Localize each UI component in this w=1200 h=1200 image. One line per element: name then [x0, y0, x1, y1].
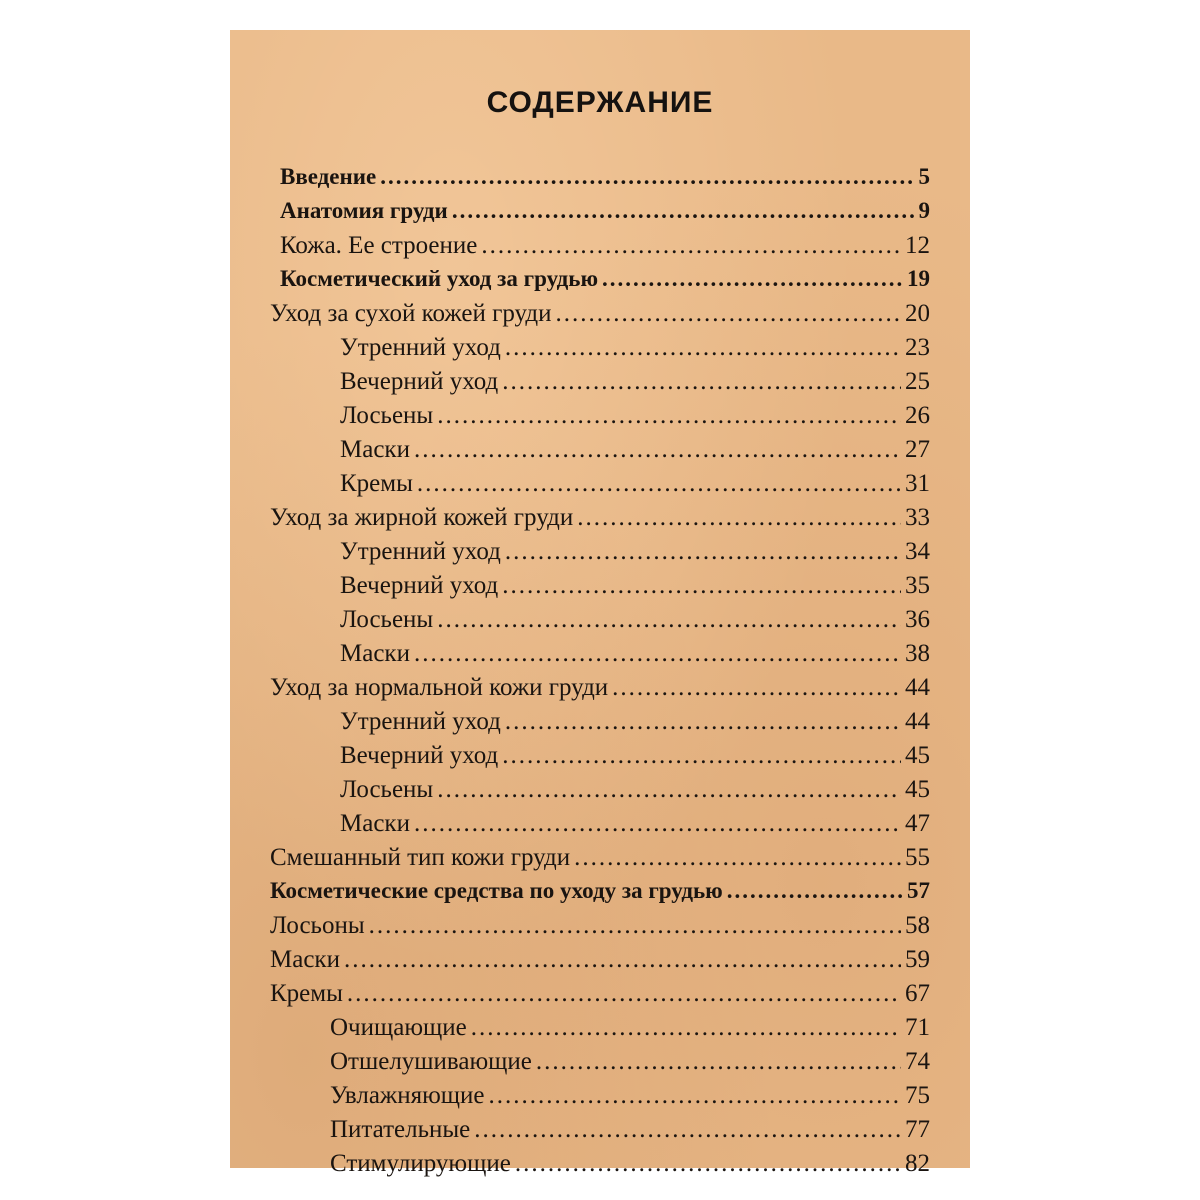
toc-entry [270, 844, 930, 878]
toc-entry-page-number: 58 [905, 912, 930, 939]
toc-entry [270, 946, 930, 980]
toc-entry [280, 164, 930, 198]
toc-entry-page-number: 9 [918, 198, 930, 223]
toc-entry [280, 232, 930, 266]
dot-leader [502, 368, 901, 396]
toc-entry-page-number: 74 [905, 1048, 930, 1075]
dot-leader [414, 810, 901, 838]
dot-leader [380, 164, 914, 190]
toc-entry-label: Вечерний уход [340, 742, 499, 769]
toc-entry-page-number: 44 [905, 674, 930, 701]
dot-leader [515, 1150, 901, 1178]
dot-leader [577, 504, 901, 532]
toc-entry-label: Уход за жирной кожей груди [270, 504, 574, 531]
dot-leader [471, 1014, 901, 1042]
toc-entry [330, 1048, 930, 1082]
dot-leader [414, 640, 901, 668]
toc-entry-page-number: 31 [905, 470, 930, 497]
toc-entry-page-number: 55 [905, 844, 930, 871]
toc-entry [280, 266, 930, 300]
dot-leader [414, 436, 901, 464]
toc-entry-page-number: 12 [905, 232, 930, 259]
toc-entry [340, 776, 930, 810]
toc-entry [270, 980, 930, 1014]
toc-entry-page-number: 71 [905, 1014, 930, 1041]
toc-entry-label: Лосьены [340, 402, 434, 429]
dot-leader [488, 1082, 901, 1110]
toc-entry-label: Косметический уход за грудью [280, 266, 599, 291]
toc-entry-page-number: 19 [907, 266, 930, 291]
toc-entry-label: Введение [280, 164, 377, 189]
toc-entry-page-number: 20 [905, 300, 930, 327]
dot-leader [727, 878, 903, 904]
toc-entry [330, 1014, 930, 1048]
dot-leader [417, 470, 901, 498]
dot-leader [369, 912, 901, 940]
toc-entry-label: Кремы [270, 980, 343, 1007]
dot-leader [437, 402, 901, 430]
dot-leader [602, 266, 903, 292]
toc-entry [340, 538, 930, 572]
toc-entry [340, 334, 930, 368]
toc-entry-page-number: 27 [905, 436, 930, 463]
toc-entry [340, 640, 930, 674]
dot-leader [505, 334, 901, 362]
toc-entry [330, 1082, 930, 1116]
toc-entry-label: Стимулирующие [330, 1150, 511, 1177]
toc-entry-label: Кожа. Ее строение [280, 232, 478, 259]
toc-entry [340, 368, 930, 402]
toc-entry-label: Лосьены [340, 606, 434, 633]
toc-entry [270, 300, 930, 334]
toc-entry-label: Маски [340, 810, 410, 837]
toc-entry [270, 912, 930, 946]
toc-entry-label: Смешанный тип кожи груди [270, 844, 571, 871]
toc-entry-label: Уход за нормальной кожи груди [270, 674, 609, 701]
toc-entry-label: Маски [270, 946, 340, 973]
toc-entry-page-number: 35 [905, 572, 930, 599]
toc-entry [340, 606, 930, 640]
dot-leader [556, 300, 901, 328]
dot-leader [612, 674, 901, 702]
toc-entry-page-number: 38 [905, 640, 930, 667]
toc-entry [340, 470, 930, 504]
page-title: СОДЕРЖАНИЕ [486, 86, 714, 119]
toc-entry-page-number: 47 [905, 810, 930, 837]
dot-leader [481, 232, 901, 260]
toc-entry [340, 810, 930, 844]
dot-leader [347, 980, 901, 1008]
toc-entry-label: Утренний уход [340, 708, 501, 735]
toc-entry-label: Питательные [330, 1116, 471, 1143]
toc-entry [270, 674, 930, 708]
toc-entry-label: Очищающие [330, 1014, 467, 1041]
toc-entry-label: Вечерний уход [340, 368, 499, 395]
dot-leader [536, 1048, 901, 1076]
toc-entry-label: Маски [340, 436, 410, 463]
toc-entry [280, 198, 930, 232]
dot-leader [502, 742, 901, 770]
toc-entry-page-number: 36 [905, 606, 930, 633]
toc-entry-page-number: 59 [905, 946, 930, 973]
toc-entry-label: Кремы [340, 470, 413, 497]
dot-leader [505, 708, 901, 736]
toc-entry-label: Утренний уход [340, 334, 501, 361]
toc-entry-page-number: 26 [905, 402, 930, 429]
toc-entry-page-number: 57 [907, 878, 930, 903]
dot-leader [474, 1116, 901, 1144]
toc-entry-page-number: 23 [905, 334, 930, 361]
toc-entry [340, 402, 930, 436]
toc-entry-label: Уход за сухой кожей груди [270, 300, 552, 327]
toc-entry [340, 742, 930, 776]
dot-leader [452, 198, 915, 224]
toc-entry-label: Косметические средства по уходу за грудью [270, 878, 723, 903]
toc-entry-page-number: 5 [918, 164, 930, 189]
toc-entry [340, 436, 930, 470]
dot-leader [344, 946, 901, 974]
toc-entry [270, 504, 930, 538]
book-page [230, 30, 970, 1177]
toc-entry-page-number: 45 [905, 776, 930, 803]
toc-entry-label: Отшелушивающие [330, 1048, 532, 1075]
toc-entry [330, 1150, 930, 1184]
toc-entry-page-number: 34 [905, 538, 930, 565]
toc-entry-label: Увлажняющие [330, 1082, 485, 1109]
toc-entry-page-number: 67 [905, 980, 930, 1007]
toc-entry-page-number: 77 [905, 1116, 930, 1143]
toc-entry-label: Анатомия груди [280, 198, 448, 223]
toc-entry-label: Лосьены [340, 776, 434, 803]
toc-entry-label: Вечерний уход [340, 572, 499, 599]
dot-leader [505, 538, 901, 566]
dot-leader [437, 606, 901, 634]
toc-entry [270, 878, 930, 912]
toc-entry-label: Маски [340, 640, 410, 667]
toc-entry-label: Лосьоны [270, 912, 365, 939]
toc-entry [340, 708, 930, 742]
toc-entry [340, 572, 930, 606]
toc-entry-page-number: 75 [905, 1082, 930, 1109]
toc-entry [330, 1116, 930, 1150]
dot-leader [437, 776, 901, 804]
toc-entry-page-number: 25 [905, 368, 930, 395]
toc-entry-page-number: 44 [905, 708, 930, 735]
toc-entry-page-number: 45 [905, 742, 930, 769]
dot-leader [574, 844, 901, 872]
toc-entry-label: Утренний уход [340, 538, 501, 565]
toc-entry-page-number: 33 [905, 504, 930, 531]
dot-leader [502, 572, 901, 600]
toc-entry-page-number: 82 [905, 1150, 930, 1177]
